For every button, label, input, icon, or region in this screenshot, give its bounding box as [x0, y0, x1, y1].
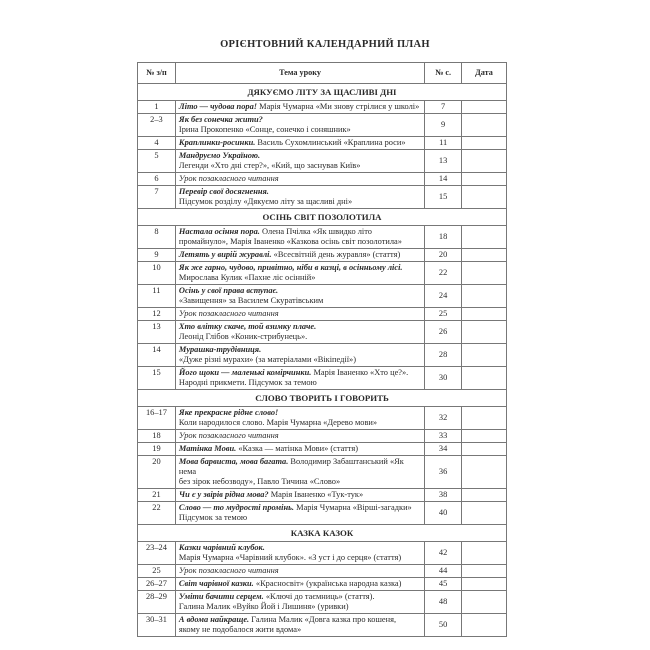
date-cell	[462, 614, 507, 637]
lesson-topic	[175, 308, 424, 321]
lesson-title: Урок позакласного читання	[178, 309, 279, 318]
lesson-title: Перевір свої досягнення.	[178, 187, 269, 196]
date-cell	[462, 407, 507, 430]
lesson-text: Олена Пчілка «Як швидко літо промайнуло», Марія Іваненко «Казкова осінь світ позолотила»	[178, 227, 402, 246]
header-topic: Тема уроку	[175, 63, 424, 84]
calendar-plan-table	[137, 62, 507, 637]
page-number: 32	[425, 407, 462, 430]
lesson-title: Чи є у звірів рідна мова?	[178, 490, 269, 499]
page-number: 45	[425, 578, 462, 591]
page-number: 18	[425, 226, 462, 249]
lesson-text: «Всесвітній день журавля» (стаття)	[271, 250, 401, 259]
lesson-text: «Дуже різні мурахи» (за матеріалами «Вікіпедії»)	[178, 355, 357, 364]
lesson-number: 23–24	[138, 542, 176, 565]
date-cell	[462, 502, 507, 525]
date-cell	[462, 430, 507, 443]
lesson-topic	[175, 249, 424, 262]
lesson-topic	[175, 321, 424, 344]
lesson-number: 28–29	[138, 591, 176, 614]
table-row	[138, 101, 507, 114]
lesson-title: Як же гарно, чудово, привітно, ніби в казці, в осінньому лісі.	[178, 263, 403, 272]
page-number: 26	[425, 321, 462, 344]
date-cell	[462, 367, 507, 390]
table-row	[138, 489, 507, 502]
lesson-topic	[175, 591, 424, 614]
page-number: 30	[425, 367, 462, 390]
page-number: 40	[425, 502, 462, 525]
section-heading: ДЯКУЄМО ЛІТУ ЗА ЩАСЛИВІ ДНІ	[138, 84, 507, 101]
lesson-text: Марія Чумарна «Вірші-загадки» Підсумок за темою	[178, 503, 412, 522]
lesson-topic	[175, 285, 424, 308]
page-number: 7	[425, 101, 462, 114]
page-number: 36	[425, 456, 462, 489]
lesson-topic	[175, 367, 424, 390]
lesson-number: 19	[138, 443, 176, 456]
date-cell	[462, 443, 507, 456]
lesson-title: Летять у вирій журавлі.	[178, 250, 272, 259]
header-num: № з/п	[138, 63, 176, 84]
date-cell	[462, 489, 507, 502]
table-row	[138, 407, 507, 430]
lesson-text: Марія Іваненко «Тук-тук»	[268, 490, 364, 499]
lesson-number: 8	[138, 226, 176, 249]
lesson-number: 26–27	[138, 578, 176, 591]
date-cell	[462, 173, 507, 186]
table-row	[138, 285, 507, 308]
lesson-topic	[175, 578, 424, 591]
table-row	[138, 308, 507, 321]
page-number: 11	[425, 137, 462, 150]
table-row	[138, 443, 507, 456]
page-number: 50	[425, 614, 462, 637]
lesson-text: Марія Чумарна «Чарівний клубок». «З уст і до серця» (стаття)	[178, 553, 402, 562]
lesson-topic	[175, 186, 424, 209]
lesson-text: Галина Малик «Довга казка про кошеня, якому не подобалося жити вдома»	[178, 615, 397, 634]
lesson-topic	[175, 565, 424, 578]
lesson-text: Леонід Глібов «Коник-стрибунець».	[178, 332, 308, 341]
table-row	[138, 542, 507, 565]
table-row	[138, 321, 507, 344]
table-row	[138, 150, 507, 173]
table-row	[138, 565, 507, 578]
lesson-topic	[175, 430, 424, 443]
section-heading: СЛОВО ТВОРИТЬ І ГОВОРИТЬ	[138, 390, 507, 407]
lesson-text: Марія Іваненко «Хто це?». Народні прикмети. Підсумок за темою	[178, 368, 409, 387]
lesson-text: «Завищення» за Василем Скуратівським	[178, 296, 324, 305]
page-title: ОРІЄНТОВНИЙ КАЛЕНДАРНИЙ ПЛАН	[220, 39, 430, 50]
table-row	[138, 502, 507, 525]
lesson-title: Уміти бачити серцем.	[178, 592, 264, 601]
page-number: 9	[425, 114, 462, 137]
lesson-text: Підсумок розділу «Дякуємо літу за щасливі дні»	[178, 197, 353, 206]
lesson-text: Ірина Прокопенко «Сонце, сонечко і соняшник»	[178, 125, 351, 134]
table-row	[138, 114, 507, 137]
page-number: 34	[425, 443, 462, 456]
table-row	[138, 578, 507, 591]
lesson-number: 11	[138, 285, 176, 308]
lesson-text: Мирослава Кулик «Пахне ліс осінній»	[178, 273, 316, 282]
table-row	[138, 344, 507, 367]
date-cell	[462, 226, 507, 249]
table-row	[138, 186, 507, 209]
lesson-title: Світ чарівної казки.	[178, 579, 254, 588]
lesson-text: «Ключі до таємниць» (стаття). Галина Малик «Вуйко Йой і Лишиня» (уривки)	[178, 592, 375, 611]
table-body	[138, 84, 507, 637]
date-cell	[462, 114, 507, 137]
date-cell	[462, 565, 507, 578]
section-row	[138, 525, 507, 542]
date-cell	[462, 101, 507, 114]
lesson-title: Мова барвиста, мова багата.	[178, 457, 289, 466]
lesson-title: Як без сонечка жити?	[178, 115, 263, 124]
date-cell	[462, 591, 507, 614]
table-row	[138, 591, 507, 614]
lesson-title: Матінка Мови.	[178, 444, 237, 453]
date-cell	[462, 308, 507, 321]
lesson-number: 4	[138, 137, 176, 150]
lesson-number: 14	[138, 344, 176, 367]
table-row	[138, 614, 507, 637]
lesson-topic	[175, 407, 424, 430]
lesson-topic	[175, 150, 424, 173]
page-number: 44	[425, 565, 462, 578]
date-cell	[462, 262, 507, 285]
date-cell	[462, 186, 507, 209]
lesson-text: Легенди «Хто дні стер?», «Кий, що заснував Київ»	[178, 161, 361, 170]
section-row	[138, 84, 507, 101]
date-cell	[462, 578, 507, 591]
lesson-topic	[175, 456, 424, 489]
table-row	[138, 173, 507, 186]
lesson-topic	[175, 114, 424, 137]
lesson-topic	[175, 101, 424, 114]
lesson-title: Урок позакласного читання	[178, 174, 279, 183]
lesson-number: 20	[138, 456, 176, 489]
lesson-title: Осінь у свої права вступає.	[178, 286, 279, 295]
lesson-title: Його щоки — маленькі комірчинки.	[178, 368, 312, 377]
lesson-text: «Казка — матінка Мови» (стаття)	[236, 444, 358, 453]
lesson-title: Настала осіння пора.	[178, 227, 260, 236]
section-heading: КАЗКА КАЗОК	[138, 525, 507, 542]
lesson-number: 12	[138, 308, 176, 321]
lesson-title: Краплинки-росинки.	[178, 138, 256, 147]
lesson-number: 25	[138, 565, 176, 578]
lesson-number: 10	[138, 262, 176, 285]
page-number: 20	[425, 249, 462, 262]
page-number: 42	[425, 542, 462, 565]
lesson-number: 21	[138, 489, 176, 502]
table-row	[138, 137, 507, 150]
lesson-text: Василь Сухомлинський «Краплина роси»	[255, 138, 406, 147]
lesson-topic	[175, 614, 424, 637]
lesson-topic	[175, 226, 424, 249]
page-number: 33	[425, 430, 462, 443]
lesson-title: Літо — чудова пора!	[178, 102, 258, 111]
lesson-topic	[175, 344, 424, 367]
lesson-topic	[175, 137, 424, 150]
page-number: 48	[425, 591, 462, 614]
date-cell	[462, 249, 507, 262]
date-cell	[462, 285, 507, 308]
page-number: 24	[425, 285, 462, 308]
table-row	[138, 367, 507, 390]
table-row	[138, 226, 507, 249]
table-row	[138, 456, 507, 489]
section-row	[138, 209, 507, 226]
date-cell	[462, 344, 507, 367]
page-number: 15	[425, 186, 462, 209]
lesson-number: 9	[138, 249, 176, 262]
date-cell	[462, 321, 507, 344]
lesson-text: Володимир Забаштанський «Як нема без зірок небозводу», Павло Тичина «Слово»	[178, 457, 404, 486]
page-number: 28	[425, 344, 462, 367]
date-cell	[462, 456, 507, 489]
lesson-topic	[175, 489, 424, 502]
lesson-title: Слово — то мудрості промінь.	[178, 503, 295, 512]
lesson-topic	[175, 502, 424, 525]
lesson-title: Хто влітку скаче, той взимку плаче.	[178, 322, 317, 331]
table-row	[138, 262, 507, 285]
lesson-topic	[175, 443, 424, 456]
lesson-title: Казки чарівний клубок.	[178, 543, 265, 552]
lesson-number: 6	[138, 173, 176, 186]
lesson-title: Мандруємо Україною.	[178, 151, 261, 160]
lesson-topic	[175, 262, 424, 285]
date-cell	[462, 137, 507, 150]
page-number: 38	[425, 489, 462, 502]
lesson-number: 15	[138, 367, 176, 390]
date-cell	[462, 150, 507, 173]
lesson-text: Коли народилося слово. Марія Чумарна «Дерево мови»	[178, 418, 378, 427]
lesson-number: 22	[138, 502, 176, 525]
lesson-number: 16–17	[138, 407, 176, 430]
lesson-topic	[175, 173, 424, 186]
lesson-title: Урок позакласного читання	[178, 431, 279, 440]
lesson-number: 13	[138, 321, 176, 344]
table-header-row	[138, 63, 507, 84]
page-number: 14	[425, 173, 462, 186]
header-page: № с.	[425, 63, 462, 84]
lesson-number: 2–3	[138, 114, 176, 137]
lesson-number: 5	[138, 150, 176, 173]
lesson-title: Мурашка-трудівниця.	[178, 345, 262, 354]
lesson-title: А вдома найкраще.	[178, 615, 250, 624]
lesson-text: Марія Чумарна «Ми знову стрілися у школі»	[257, 102, 420, 111]
header-date: Дата	[462, 63, 507, 84]
page-number: 22	[425, 262, 462, 285]
lesson-number: 30–31	[138, 614, 176, 637]
lesson-title: Урок позакласного читання	[178, 566, 279, 575]
page-number: 13	[425, 150, 462, 173]
lesson-number: 7	[138, 186, 176, 209]
table-row	[138, 430, 507, 443]
lesson-number: 1	[138, 101, 176, 114]
lesson-number: 18	[138, 430, 176, 443]
section-row	[138, 390, 507, 407]
lesson-title: Яке прекрасне рідне слово!	[178, 408, 279, 417]
lesson-topic	[175, 542, 424, 565]
lesson-text: «Красносвіт» (українська народна казка)	[253, 579, 402, 588]
section-heading: ОСІНЬ СВІТ ПОЗОЛОТИЛА	[138, 209, 507, 226]
table-row	[138, 249, 507, 262]
date-cell	[462, 542, 507, 565]
page-number: 25	[425, 308, 462, 321]
